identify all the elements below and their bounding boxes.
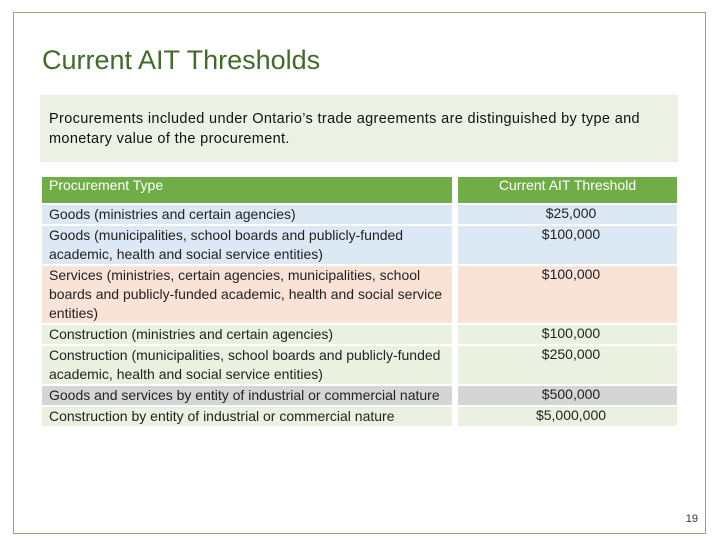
procurement-type-cell: Goods and services by entity of industrial or commercial nature: [42, 386, 452, 405]
procurement-type-cell: Services (ministries, certain agencies, municipalities, school boards and publicly-funded academic, health and social service entities): [42, 266, 452, 323]
thresholds-table: [42, 175, 677, 428]
header-procurement-type: Procurement Type: [42, 177, 452, 203]
table-header-row: [42, 177, 677, 203]
procurement-type-cell: Construction (ministries and certain agencies): [42, 325, 452, 344]
table-row: [42, 205, 677, 224]
table-row: [42, 346, 677, 384]
page-number: 19: [685, 513, 698, 525]
threshold-cell: $100,000: [452, 226, 677, 264]
threshold-cell: $100,000: [452, 266, 677, 323]
threshold-cell: $100,000: [452, 325, 677, 344]
table-row: [42, 226, 677, 264]
threshold-cell: $500,000: [452, 386, 677, 405]
procurement-type-cell: Goods (ministries and certain agencies): [42, 205, 452, 224]
procurement-type-cell: Construction (municipalities, school boards and publicly-funded academic, health and social service entities): [42, 346, 452, 384]
slide-title: Current AIT Thresholds: [42, 45, 321, 75]
header-current-ait-threshold: Current AIT Threshold: [452, 177, 677, 203]
table-row: [42, 266, 677, 323]
procurement-type-cell: Construction by entity of industrial or commercial nature: [42, 407, 452, 426]
threshold-cell: $5,000,000: [452, 407, 677, 426]
intro-text-box: Procurements included under Ontario’s trade agreements are distinguished by type and monetary value of the procurement.: [40, 95, 678, 162]
table-row: [42, 407, 677, 426]
threshold-cell: $250,000: [452, 346, 677, 384]
threshold-cell: $25,000: [452, 205, 677, 224]
table-row: [42, 386, 677, 405]
table-row: [42, 325, 677, 344]
procurement-type-cell: Goods (municipalities, school boards and publicly-funded academic, health and social service entities): [42, 226, 452, 264]
